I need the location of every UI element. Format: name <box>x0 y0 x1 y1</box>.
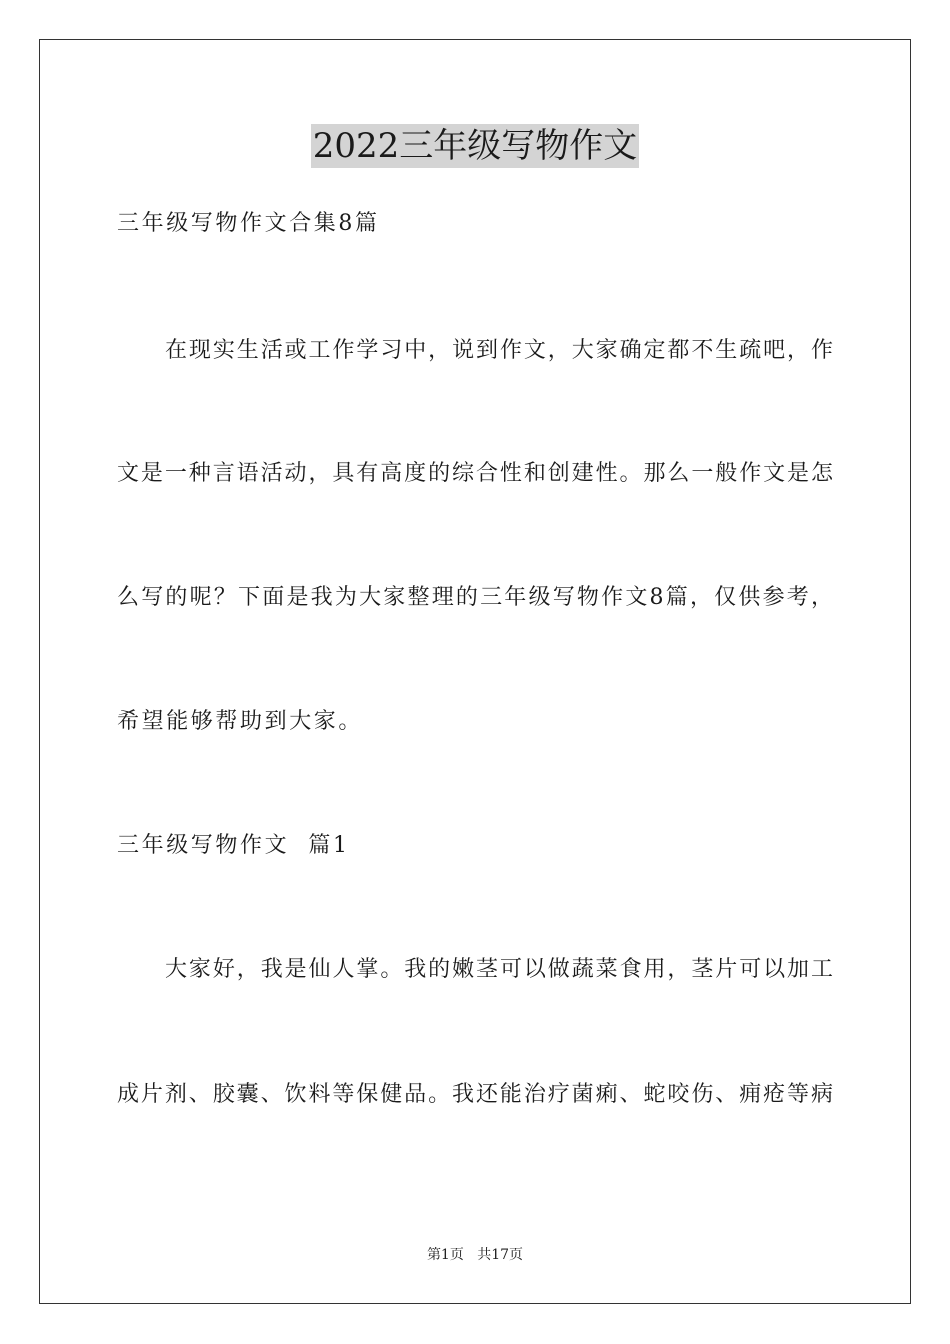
page-footer <box>0 1245 950 1265</box>
section-line-2: 成片剂、胶囊、饮料等保健品。我还能治疗菌痢、蛇咬伤、痈疮等病 <box>117 1082 833 1107</box>
intro-line-1: 在现实生活或工作学习中，说到作文，大家确定都不生疏吧，作 <box>165 338 833 363</box>
document-subtitle: 三年级写物作文合集8篇 <box>117 211 380 236</box>
intro-line-4: 希望能够帮助到大家。 <box>117 709 364 734</box>
page-total: 共17页 <box>477 1247 524 1263</box>
page-number: 第1页 <box>426 1247 464 1263</box>
document-title: 2022三年级写物作文 <box>312 126 638 166</box>
intro-line-2: 文是一种言语活动，具有高度的综合性和创建性。那么一般作文是怎 <box>117 461 833 486</box>
section-line-1: 大家好，我是仙人掌。我的嫩茎可以做蔬菜食用，茎片可以加工 <box>165 957 833 982</box>
section-heading: 三年级写物作文 篇1 <box>117 833 350 858</box>
intro-line-3: 么写的呢？下面是我为大家整理的三年级写物作文8篇，仅供参考， <box>117 585 833 610</box>
title-container <box>0 124 950 168</box>
